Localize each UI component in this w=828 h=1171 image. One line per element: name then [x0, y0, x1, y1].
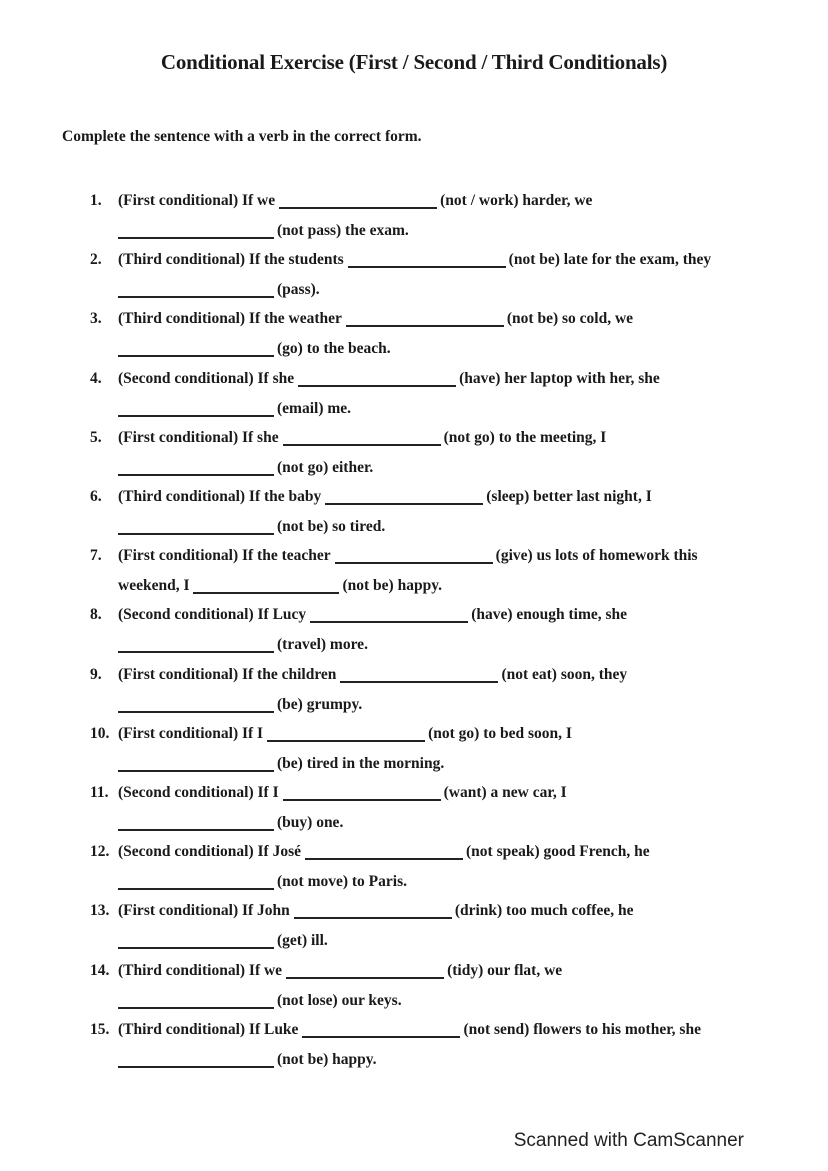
exercise-item — [0, 843, 828, 902]
exercise-item — [0, 666, 828, 725]
answer-blank[interactable] — [118, 1066, 274, 1068]
answer-blank[interactable] — [118, 829, 274, 831]
answer-blank[interactable] — [325, 503, 483, 505]
answer-blank[interactable] — [305, 858, 463, 860]
exercise-line-2 — [118, 459, 373, 485]
exercise-number: 6. — [90, 488, 102, 505]
verb-hint: (not be) so cold, we — [506, 310, 634, 328]
exercise-number: 7. — [90, 547, 102, 565]
exercise-line-2 — [118, 873, 407, 899]
verb-hint: (not be) happy. — [342, 577, 442, 595]
verb-hint: (be) tired in the morning. — [277, 754, 445, 772]
exercise-prompt: (Third conditional) If the weather — [118, 310, 342, 328]
verb-hint: (have) her laptop with her, she — [459, 369, 660, 387]
scanner-watermark: Scanned with CamScanner — [513, 1130, 744, 1151]
exercise-item — [0, 488, 828, 547]
answer-blank[interactable] — [118, 888, 274, 890]
answer-blank[interactable] — [118, 533, 274, 535]
exercise-line-2 — [118, 400, 351, 426]
verb-hint: (not be) happy. — [277, 1050, 377, 1068]
exercise-prompt: (First conditional) If I — [118, 724, 264, 742]
answer-blank[interactable] — [348, 266, 506, 268]
verb-hint: (get) ill. — [277, 932, 328, 950]
answer-blank[interactable] — [346, 325, 504, 327]
exercise-line-2 — [118, 340, 391, 366]
exercise-prompt: (First conditional) If the teacher — [118, 547, 331, 565]
exercise-item — [0, 962, 828, 1021]
exercise-prompt: (Second conditional) If I — [118, 784, 279, 801]
answer-blank[interactable] — [118, 711, 274, 713]
exercise-item — [0, 606, 828, 665]
exercise-item — [0, 251, 828, 310]
verb-hint: (not pass) the exam. — [277, 222, 409, 239]
answer-blank[interactable] — [286, 977, 444, 979]
exercise-prompt-continued: weekend, I — [118, 577, 190, 595]
exercise-item — [0, 1021, 828, 1080]
answer-blank[interactable] — [118, 415, 274, 417]
exercise-number: 3. — [90, 310, 102, 328]
answer-blank[interactable] — [118, 355, 274, 357]
answer-blank[interactable] — [283, 799, 441, 801]
exercise-prompt: (Third conditional) If we — [118, 961, 283, 979]
answer-blank[interactable] — [298, 385, 456, 387]
exercise-number: 1. — [90, 192, 102, 209]
verb-hint: (not go) to bed soon, I — [428, 724, 572, 742]
exercise-line-2 — [118, 932, 328, 958]
exercise-prompt: (Third conditional) If the students — [118, 251, 344, 269]
exercise-number: 12. — [90, 843, 110, 861]
answer-blank[interactable] — [118, 474, 274, 476]
exercise-number: 9. — [90, 665, 102, 683]
exercise-prompt: (Second conditional) If José — [118, 843, 301, 861]
instruction: Complete the sentence with a verb in the correct form. — [62, 128, 422, 145]
verb-hint: (have) enough time, she — [471, 606, 628, 624]
exercise-prompt: (First conditional) If we — [118, 192, 276, 209]
verb-hint: (not move) to Paris. — [277, 873, 407, 891]
answer-blank[interactable] — [294, 917, 452, 919]
answer-blank[interactable] — [193, 592, 339, 594]
exercise-number: 11. — [90, 784, 109, 801]
exercise-item — [0, 192, 828, 251]
exercise-line-2 — [118, 636, 368, 662]
answer-blank[interactable] — [118, 947, 274, 949]
exercise-line-2 — [118, 755, 444, 781]
exercise-prompt: (Third conditional) If Luke — [118, 1020, 299, 1038]
verb-hint: (pass). — [277, 281, 320, 299]
answer-blank[interactable] — [118, 1007, 274, 1009]
exercise-item — [0, 547, 828, 606]
answer-blank[interactable] — [118, 237, 274, 239]
verb-hint: (go) to the beach. — [277, 340, 391, 358]
verb-hint: (not speak) good French, he — [466, 843, 650, 861]
verb-hint: (drink) too much coffee, he — [454, 902, 634, 920]
exercise-line-2 — [118, 222, 409, 248]
answer-blank[interactable] — [283, 444, 441, 446]
exercise-item — [0, 902, 828, 961]
exercise-number: 2. — [90, 251, 102, 269]
exercise-line-2 — [118, 577, 442, 603]
answer-blank[interactable] — [335, 562, 493, 564]
answer-blank[interactable] — [279, 207, 437, 209]
verb-hint: (buy) one. — [277, 814, 344, 831]
answer-blank[interactable] — [267, 740, 425, 742]
verb-hint: (email) me. — [277, 399, 352, 417]
answer-blank[interactable] — [302, 1036, 460, 1038]
exercise-line-2 — [118, 992, 402, 1018]
verb-hint: (not lose) our keys. — [277, 991, 402, 1009]
exercise-prompt: (First conditional) If John — [118, 902, 290, 920]
exercise-number: 14. — [90, 961, 110, 979]
verb-hint: (be) grumpy. — [277, 695, 363, 713]
exercise-item — [0, 784, 828, 843]
verb-hint: (give) us lots of homework this — [495, 547, 698, 565]
exercise-item — [0, 429, 828, 488]
exercise-prompt: (Second conditional) If Lucy — [118, 606, 307, 624]
exercise-item — [0, 725, 828, 784]
page-title: Conditional Exercise (First / Second / Third Conditionals) — [160, 50, 668, 74]
verb-hint: (not be) so tired. — [277, 518, 386, 535]
exercise-item — [0, 310, 828, 369]
exercise-item — [0, 370, 828, 429]
answer-blank[interactable] — [118, 296, 274, 298]
answer-blank[interactable] — [310, 621, 468, 623]
verb-hint: (not be) late for the exam, they — [508, 251, 712, 269]
exercise-number: 8. — [90, 606, 102, 624]
verb-hint: (travel) more. — [277, 636, 368, 654]
answer-blank[interactable] — [118, 770, 274, 772]
exercise-line-2 — [118, 696, 362, 722]
verb-hint: (not go) to the meeting, I — [443, 428, 607, 446]
exercise-line-2 — [118, 281, 320, 307]
verb-hint: (not eat) soon, they — [501, 665, 628, 683]
exercise-line-2 — [118, 1051, 377, 1077]
verb-hint: (want) a new car, I — [443, 784, 567, 801]
exercise-prompt: (First conditional) If the children — [118, 665, 337, 683]
exercise-number: 5. — [90, 428, 102, 446]
exercise-prompt: (Second conditional) If she — [118, 369, 295, 387]
exercise-line-2 — [118, 518, 385, 544]
verb-hint: (not send) flowers to his mother, she — [463, 1020, 701, 1038]
verb-hint: (not go) either. — [277, 458, 374, 476]
exercise-prompt: (First conditional) If she — [118, 428, 279, 446]
answer-blank[interactable] — [340, 681, 498, 683]
verb-hint: (not / work) harder, we — [440, 192, 593, 209]
exercise-line-2 — [118, 814, 343, 840]
answer-blank[interactable] — [118, 651, 274, 653]
verb-hint: (sleep) better last night, I — [486, 488, 652, 505]
verb-hint: (tidy) our flat, we — [447, 961, 563, 979]
exercise-number: 13. — [90, 902, 110, 920]
exercise-number: 15. — [90, 1020, 110, 1038]
exercise-number: 10. — [90, 724, 110, 742]
exercise-prompt: (Third conditional) If the baby — [118, 488, 322, 505]
exercise-number: 4. — [90, 369, 102, 387]
